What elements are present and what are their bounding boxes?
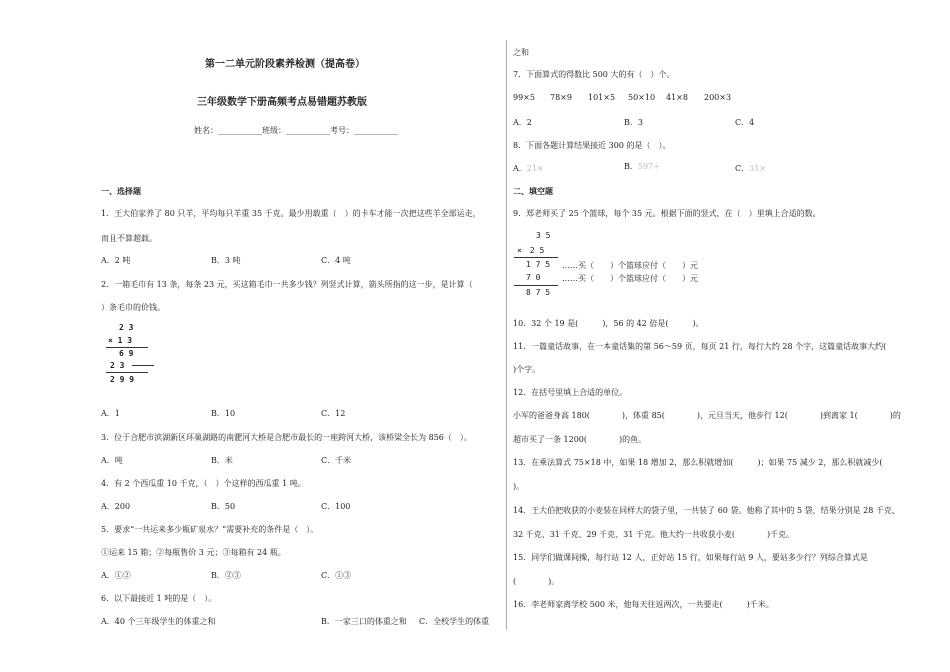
q8-option-a — [513, 163, 544, 174]
q2-calc-line-4: 2 3 — [110, 361, 125, 370]
q8-option-b — [624, 161, 660, 172]
q9-calc-line-3: 1 7 5 — [526, 260, 551, 269]
q2-calc-line-5: 2 9 9 — [110, 375, 135, 384]
q1-option-a: A．2 吨 — [101, 256, 131, 265]
question-3: 3．位于合肥市滨湖新区环巢湖路的南淝河大桥是合肥市最长的一座跨河大桥，该桥梁全长为 856（ ）。 — [101, 433, 472, 442]
section-choice: 一、选择题 — [101, 187, 141, 196]
q7-option-b: B．3 — [624, 118, 643, 127]
q2-option-a: A．1 — [101, 409, 120, 418]
arrow-left-icon — [132, 365, 154, 366]
question-8: 8．下面各题计算结果接近 300 的是（ ）。 — [513, 141, 671, 150]
column-divider — [506, 40, 507, 630]
q4-option-c: C．100 — [321, 502, 351, 511]
q2-calc-line-1: 2 3 — [119, 323, 134, 332]
q8-option-a-faint: 21× — [526, 164, 544, 173]
q1-option-b: B．3 吨 — [211, 256, 241, 265]
q2-calc-rule-2 — [106, 372, 148, 373]
question-1-cont: 而且不算超载。 — [101, 234, 157, 243]
question-15: 15．同学们做课间操，每行站 12 人，正好站 15 行，如果每行站 9 人，要站多少行？列综合算式是 — [513, 553, 868, 562]
question-12-line-2: 超市买了一条 1200( )的鱼。 — [513, 435, 647, 444]
q2-calc-line-2: × 1 3 — [108, 336, 133, 345]
question-15-cont: ( )。 — [513, 577, 560, 586]
q8-option-b-label: B． — [624, 162, 638, 171]
q6-option-b: B．一家三口的体重之和 — [321, 617, 407, 626]
question-5: 5．要求“一共运来多少瓶矿泉水？”需要补充的条件是（ ）。 — [101, 525, 319, 534]
question-16: 16．李老师家离学校 500 米，他每天往返两次，一共要走( )千米。 — [513, 600, 774, 609]
section-fill: 二、填空题 — [513, 187, 553, 196]
q4-option-a: A．200 — [101, 502, 131, 511]
student-info: 姓名：___________班级：___________考号：___________ — [194, 126, 398, 135]
q9-note-2: ……买（ ）个篮球应付（ ）元 — [562, 274, 698, 283]
q8-option-b-faint: 597÷ — [637, 162, 660, 171]
q9-calc-rule-1 — [514, 257, 558, 258]
q8-option-a-label: A． — [513, 164, 527, 173]
q7-item: 78×9 — [550, 93, 572, 102]
q9-calc-line-5: 8 7 5 — [526, 288, 551, 297]
question-1: 1．王大伯家养了 80 只羊，平均每只羊重 35 千克。最少用载重（ ）的卡车才能一次把这些羊全部运走， — [101, 209, 481, 218]
question-2: 2．一箱毛巾有 13 条，每条 23 元，买这箱毛巾一共多少钱？列竖式计算，箭头所指的这一步，是计算（ — [101, 280, 473, 289]
q7-item: 99×5 — [513, 93, 535, 102]
q6-option-c: C．全校学生的体重 — [419, 617, 490, 626]
q9-note-1: ……买（ ）个篮球应付（ ）元 — [562, 261, 698, 270]
question-4: 4．有 2 个西瓜重 10 千克，（ ）个这样的西瓜重 1 吨。 — [101, 479, 306, 488]
question-12: 12．在括号里填上合适的单位。 — [513, 388, 628, 397]
question-2-cont: ）条毛巾的价钱。 — [101, 303, 165, 312]
q3-option-c: C．千米 — [321, 456, 352, 465]
q7-item: 200×3 — [704, 93, 732, 102]
q3-option-b: B．米 — [211, 456, 233, 465]
q7-item: 101×5 — [588, 93, 616, 102]
question-13: 13．在乘法算式 75×18 中，如果 18 增加 2，那么积就增加( )；如果 75 减少 2，那么积就减少( — [513, 458, 883, 467]
question-11: 11．一篇童话故事，在一本童话集的第 56～59 页，每页 21 行，每行大约 28 个字，这篇童话故事大约( — [513, 342, 887, 351]
q8-option-c — [735, 163, 766, 174]
q7-item: 50×10 — [628, 93, 656, 102]
q4-option-b: B．50 — [211, 502, 236, 511]
question-13-cont: )。 — [513, 482, 525, 491]
q9-calc-line-2: × 2 5 — [517, 246, 545, 255]
q1-option-c: C．4 吨 — [321, 256, 351, 265]
q7-option-c: C．4 — [735, 118, 755, 127]
question-7: 7．下面算式的得数比 500 大的有（ ）个。 — [513, 70, 675, 79]
question-14: 14．王大伯把收获的小麦装在同样大的袋子里，一共装了 60 袋。他称了其中的 5 袋，结果分别是 28 千克、 — [513, 506, 900, 515]
q8-option-c-label: C． — [735, 164, 750, 173]
q6-option-c-cont: 之和 — [513, 48, 529, 57]
q8-option-c-faint: 31× — [749, 164, 767, 173]
q6-option-a: A．40 个三年级学生的体重之和 — [101, 617, 216, 626]
question-10: 10．32 个 19 是( )，56 的 42 倍是( )。 — [513, 319, 704, 328]
q5-option-c: C．①③ — [321, 571, 352, 580]
question-6: 6．以下最接近 1 吨的是（ ）。 — [101, 594, 217, 603]
q9-calc-rule-2 — [514, 285, 558, 286]
q3-option-a: A．吨 — [101, 456, 123, 465]
q5-option-b: B．②③ — [211, 571, 241, 580]
question-11-cont: )个字。 — [513, 365, 541, 374]
q2-option-b: B．10 — [211, 409, 236, 418]
q5-option-a: A．①② — [101, 571, 131, 580]
page-subtitle: 三年级数学下册高频考点易错题苏教版 — [197, 97, 367, 108]
q2-option-c: C．12 — [321, 409, 346, 418]
q9-calc-line-4: 7 0 — [526, 273, 541, 282]
q2-calc-rule-1 — [106, 347, 148, 348]
q7-option-a: A．2 — [513, 118, 532, 127]
q9-calc-line-1: 3 5 — [536, 231, 551, 240]
question-9: 9．郑老师买了 25 个篮球，每个 35 元。根据下面的竖式，在（ ）里填上合适的数。 — [513, 209, 821, 218]
question-5-conditions: ①运来 15 箱；②每瓶售价 3 元；③每箱有 24 瓶。 — [101, 548, 286, 557]
q7-item: 41×8 — [666, 93, 688, 102]
page-title: 第一二单元阶段素养检测（提高卷） — [205, 59, 365, 70]
question-14-cont: 32 千克、31 千克、29 千克、31 千克。他大约一共收获小麦( )千克。 — [513, 530, 795, 539]
question-12-line-1: 小军的爸爸身高 180( )，体重 85( )，元旦当天，他步行 12( )到离家 1( )的 — [513, 411, 901, 420]
q2-calc-line-3: 6 9 — [119, 349, 134, 358]
